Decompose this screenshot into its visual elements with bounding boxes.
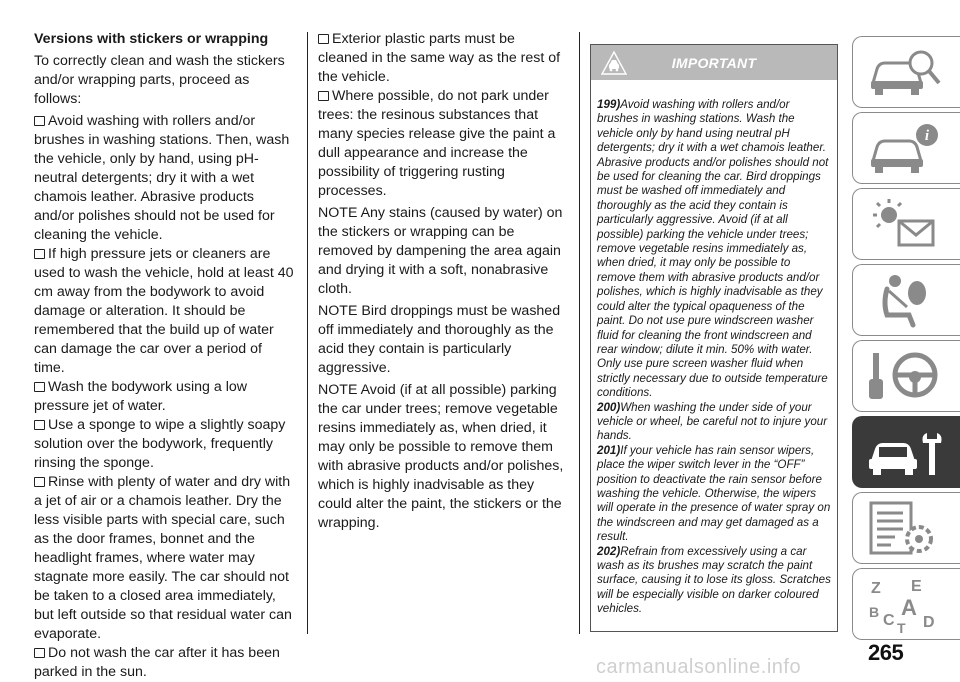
specifications-list-icon bbox=[867, 501, 947, 557]
important-header bbox=[591, 45, 837, 80]
warning-lights-message-icon bbox=[867, 197, 947, 253]
checkbox-bullet-icon bbox=[318, 91, 329, 101]
tab-starting-driving[interactable] bbox=[852, 340, 960, 412]
column-left bbox=[34, 30, 296, 682]
note-paragraph: NOTE Any stains (caused by water) on the stickers or wrapping can be removed by dampening the area again and drying it with a soft, nonabrasive cloth. bbox=[318, 205, 563, 297]
warning-item: 202)Refrain from excessively using a car wash as its brushes may scratch the paint surface, causing it to lose its gloss. Scratches will be especially visible on darker coloured vehicles. bbox=[597, 544, 831, 616]
important-box bbox=[590, 44, 838, 632]
list-item: Where possible, do not park under trees: the resinous substances that many species release give the paint a dull appearance and increase the possibility of triggering rusting processes. bbox=[318, 88, 556, 199]
watermark: carmanualsonline.info bbox=[596, 656, 802, 678]
index-letter: A bbox=[901, 595, 917, 620]
checkbox-bullet-icon bbox=[34, 648, 45, 658]
index-letter: B bbox=[869, 604, 880, 620]
tab-car-search[interactable] bbox=[852, 36, 960, 108]
alphabetical-index-icon bbox=[867, 577, 947, 633]
checkbox-bullet-icon bbox=[34, 249, 45, 259]
column-divider bbox=[307, 32, 308, 634]
svg-text:i: i bbox=[924, 128, 930, 144]
seat-airbag-icon bbox=[867, 273, 947, 329]
checkbox-bullet-icon bbox=[34, 420, 45, 430]
note-paragraph: NOTE Bird droppings must be washed off immediately and thoroughly as the acid they contain is particularly aggressive. bbox=[318, 303, 561, 376]
section-heading: Versions with stickers or wrapping bbox=[34, 31, 269, 47]
note-paragraph: NOTE Avoid (if at all possible) parking the car under trees; remove vegetable resins immediately as, when dried, it may only be possible to remove them with abrasive products and/or polishes, which is highly inadvisable as they could alter the paint, the stickers or the wrapping. bbox=[318, 382, 564, 531]
intro-paragraph: To correctly clean and wash the stickers and/or wrapping parts, proceed as follows: bbox=[34, 53, 285, 107]
car-info-icon bbox=[867, 121, 947, 177]
column-middle bbox=[318, 30, 568, 536]
key-steering-wheel-icon bbox=[867, 349, 947, 405]
tab-technical-data[interactable] bbox=[852, 492, 960, 564]
index-letter: D bbox=[923, 614, 935, 631]
tab-car-info[interactable] bbox=[852, 112, 960, 184]
warning-item: 199)Avoid washing with rollers and/or brushes in washing stations. Wash the vehicle only by hand using neutral pH detergents; dry it with a wet chamois leather. Abrasive products and/or polishes should not be used for cleaning the car. Bird droppings must be washed off immediately and thoroughly as the acid they contain is particularly aggressive. Avoid (if at all possible) parking the vehicle under trees; remove vegetable resins immediately as, when dried, it may only be possible to remove them with abrasive products and/or polishes, which is highly inadvisable as they could alter the typical opaqueness of the paint. Do not use pure windscreen washer fluid for cleaning the front windscreen and rear window; dilute it min. 50% with water. Only use pure screen washer fluid when strictly necessary due to outside temperature conditions. bbox=[597, 98, 829, 400]
tab-maintenance[interactable] bbox=[852, 416, 960, 488]
tab-safety[interactable] bbox=[852, 264, 960, 336]
warning-item: 201)If your vehicle has rain sensor wipers, place the wiper switch lever in the “OFF” position to deactivate the rain sensor before washing the vehicle. Otherwise, the wipers will operate in the presence of water spray on the windscreen and may get damaged as a result. bbox=[597, 443, 831, 544]
checkbox-bullet-icon bbox=[34, 116, 45, 126]
tab-index[interactable] bbox=[852, 568, 960, 640]
important-body bbox=[591, 80, 837, 617]
list-item: Exterior plastic parts must be cleaned in the same way as the rest of the vehicle. bbox=[318, 31, 561, 85]
checkbox-bullet-icon bbox=[34, 477, 45, 487]
index-letter: Z bbox=[871, 580, 881, 597]
column-divider bbox=[579, 32, 580, 634]
list-item: Rinse with plenty of water and dry with a jet of air or a chamois leather. Dry the less visible parts with special care, such as the door frames, bonnet and the headlight frames, where water may stagnate more easily. The car should not be taken to a closed area immediately, but left outside so that residual water can evaporate. bbox=[34, 474, 292, 642]
warning-item: 200)When washing the under side of your vehicle or wheel, be careful not to injure your hands. bbox=[597, 400, 828, 443]
tab-warning-lights[interactable] bbox=[852, 188, 960, 260]
index-letter: T bbox=[897, 620, 906, 633]
checkbox-bullet-icon bbox=[34, 382, 45, 392]
page-number: 265 bbox=[868, 640, 904, 665]
checkbox-bullet-icon bbox=[318, 34, 329, 44]
list-item: Use a sponge to wipe a slightly soapy solution over the bodywork, frequently rinsing the sponge. bbox=[34, 417, 286, 471]
important-title: IMPORTANT bbox=[671, 55, 757, 71]
car-search-icon bbox=[867, 45, 947, 101]
list-item: Avoid washing with rollers and/or brushes in washing stations. Then, wash the vehicle, only by hand, using pH-neutral detergents; dry it with a wet chamois leather. Abrasive products and/or polishes should not be used for cleaning the vehicle. bbox=[34, 113, 290, 243]
car-wrench-icon bbox=[867, 425, 947, 481]
list-item: Wash the bodywork using a low pressure jet of water. bbox=[34, 379, 247, 414]
list-item: Do not wash the car after it has been parked in the sun. bbox=[34, 645, 280, 680]
index-letter: C bbox=[883, 612, 895, 629]
index-letter: E bbox=[911, 578, 922, 595]
list-item: If high pressure jets or cleaners are used to wash the vehicle, hold at least 40 cm away from the bodywork to avoid damage or alteration. It should be remembered that the build up of water can damage the car over a period of time. bbox=[34, 246, 294, 376]
